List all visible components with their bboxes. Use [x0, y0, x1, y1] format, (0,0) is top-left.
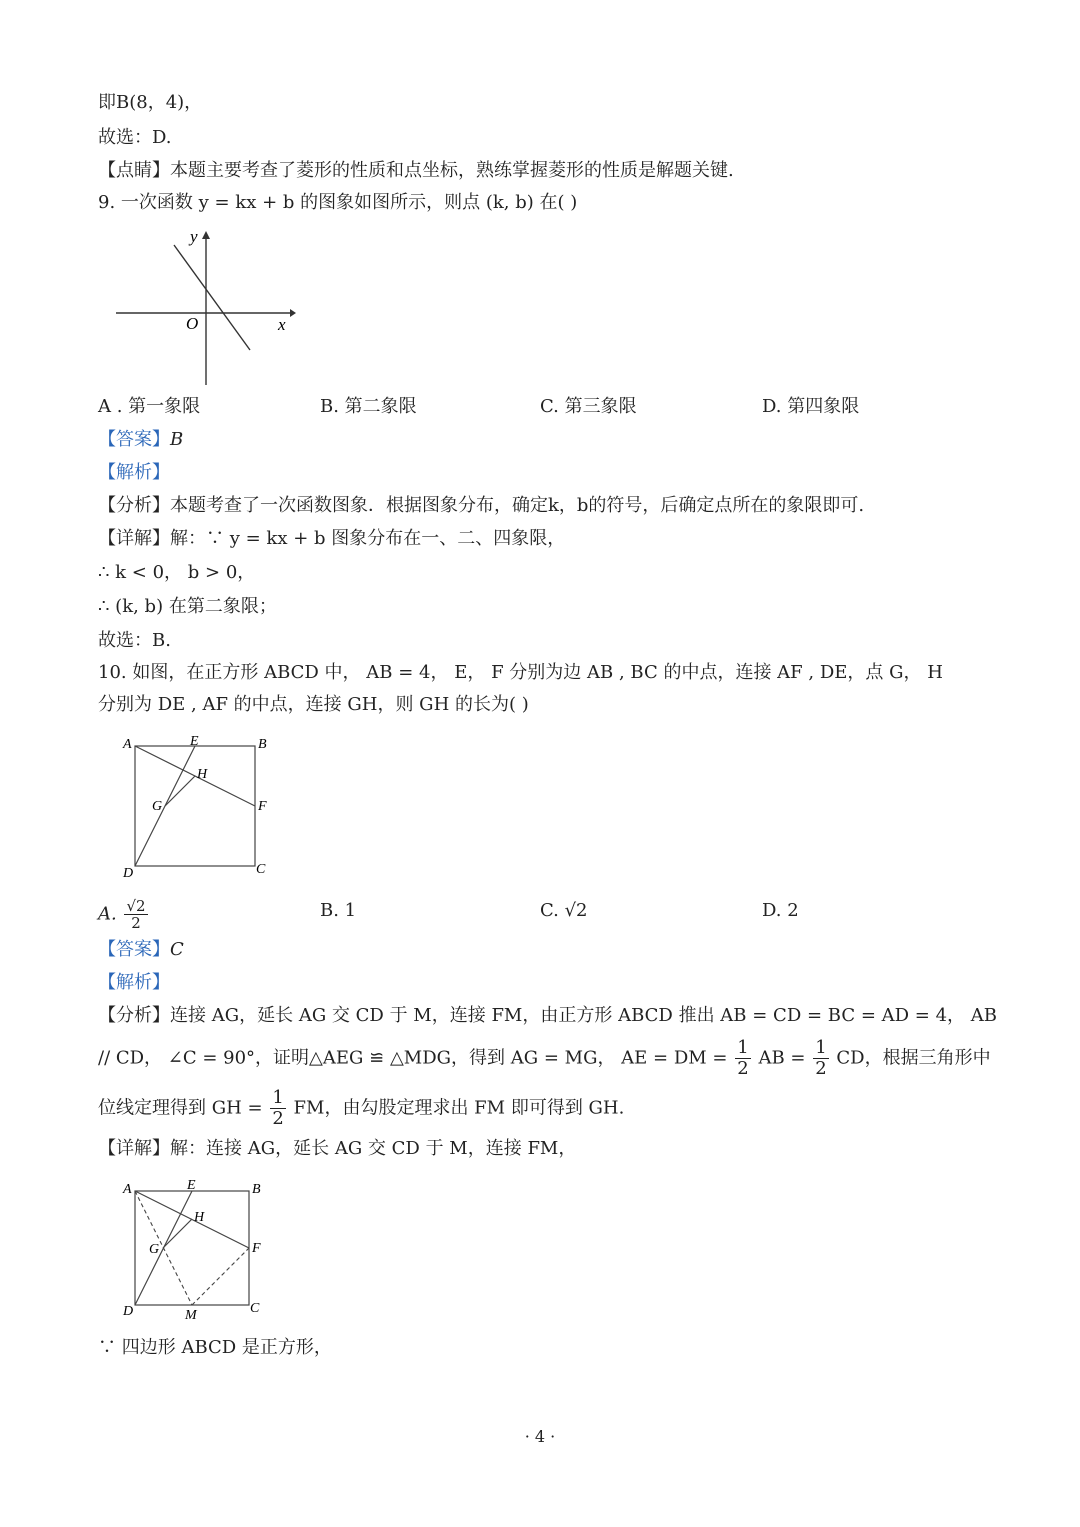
- label-g: G: [152, 799, 163, 814]
- q9-graph: [110, 225, 300, 390]
- q9-fenxi: [98, 493, 864, 519]
- q10-option-d: D. 2: [762, 900, 799, 921]
- line-choice-d: 故选：D.: [98, 127, 172, 148]
- xiangjie-text: 解：∵ y = kx + b 图象分布在一、二、四象限，: [170, 528, 566, 549]
- fenxi-tag: 【分析】: [98, 495, 170, 516]
- q9-option-a: A . 第一象限: [98, 396, 201, 417]
- q10-last-line: ∵ 四边形 ABCD 是正方形，: [98, 1337, 332, 1358]
- q10-xiangjie: [98, 1136, 576, 1162]
- sol-label-e: E: [187, 1178, 196, 1193]
- q10-fenxi-tag: 【分析】: [98, 1005, 170, 1026]
- q9-xiangjie: [98, 526, 565, 552]
- origin-label: O: [186, 314, 199, 333]
- sol-label-c: C: [250, 1301, 260, 1316]
- q10-analysis-tag: 【解析】: [98, 972, 170, 993]
- label-e: E: [190, 734, 199, 749]
- question-10-line-1: 10. 如图，在正方形 ABCD 中， AB = 4， E， F 分别为边 AB , BC 的中点，连接 AF , DE，点 G， H: [98, 662, 943, 683]
- q10-answer: [98, 937, 184, 963]
- fraction-one-half-3: [270, 1088, 285, 1129]
- q10-solution-figure: [115, 1175, 285, 1325]
- q9-analysis-tag: 【解析】: [98, 462, 170, 483]
- option-a-num: √2: [126, 897, 146, 915]
- q9-option-d: D. 第四象限: [762, 396, 860, 417]
- sol-label-d: D: [123, 1304, 134, 1319]
- q10-fenxi-text-2b: AB =: [758, 1047, 806, 1069]
- label-d: D: [123, 866, 134, 880]
- q9-step-1: ∴ k < 0， b > 0，: [98, 562, 256, 583]
- fraction-one-half-1: [735, 1038, 750, 1079]
- q10-fenxi-line-3: [98, 1088, 624, 1129]
- q10-fenxi-line-2: [98, 1038, 991, 1079]
- y-axis-label: y: [190, 227, 198, 246]
- label-h: H: [197, 767, 208, 782]
- label-b: B: [258, 737, 267, 752]
- option-a-prefix: A.: [98, 903, 117, 925]
- q9-step-2: ∴ (k, b) 在第二象限；: [98, 596, 277, 617]
- q10-xiangjie-text: 解：连接 AG，延长 AG 交 CD 于 M，连接 FM，: [170, 1138, 577, 1159]
- line-dianjing: [98, 158, 734, 184]
- dianjing-text: 本题主要考查了菱形的性质和点坐标，熟练掌握菱形的性质是解题关键.: [170, 160, 734, 181]
- q9-line: [174, 245, 250, 350]
- frac3-num: 1: [272, 1087, 284, 1108]
- option-a-den: 2: [131, 914, 141, 932]
- q10-answer-value: C: [170, 939, 184, 960]
- q9-answer: [98, 427, 183, 453]
- q10-option-b: B. 1: [320, 900, 357, 921]
- question-10-line-2: 分别为 DE , AF 的中点，连接 GH，则 GH 的长为( ): [98, 694, 529, 715]
- q10-fenxi-text-2c: CD，根据三角形中: [836, 1047, 991, 1069]
- frac1-num: 1: [737, 1037, 749, 1058]
- q10-figure: [115, 730, 285, 880]
- fenxi-text: 本题考查了一次函数图象．根据图象分布，确定k，b的符号，后确定点所在的象限即可.: [170, 495, 865, 516]
- sol-label-a: A: [123, 1182, 132, 1197]
- xiangjie-tag: 【详解】: [98, 528, 170, 549]
- q9-step-3: 故选：B.: [98, 630, 171, 651]
- q10-fenxi-text-1: 连接 AG，延长 AG 交 CD 于 M，连接 FM，由正方形 ABCD 推出 AB = CD = BC = AD = 4， AB: [170, 1005, 997, 1026]
- x-axis-label: x: [278, 315, 286, 334]
- option-a-fraction: [124, 898, 147, 931]
- fraction-one-half-2: [813, 1038, 828, 1079]
- answer-tag: 【答案】: [98, 429, 170, 450]
- q10-fenxi-text-3a: 位线定理得到 GH =: [98, 1097, 263, 1119]
- frac2-den: 2: [815, 1058, 827, 1079]
- q10-fenxi-line-1: [98, 1003, 997, 1029]
- q10-fenxi-text-2a: // CD， ∠C = 90°，证明△AEG ≌ △MDG，得到 AG = MG， AE = DM =: [98, 1047, 728, 1069]
- q10-option-a: [98, 898, 150, 931]
- q10-xiangjie-tag: 【详解】: [98, 1138, 170, 1159]
- label-f: F: [258, 799, 267, 814]
- sol-label-h: H: [194, 1210, 205, 1225]
- sol-label-f: F: [252, 1241, 261, 1256]
- q10-fenxi-text-3b: FM，由勾股定理求出 FM 即可得到 GH.: [293, 1097, 625, 1119]
- frac1-den: 2: [737, 1058, 749, 1079]
- question-9: 9. 一次函数 y = kx + b 的图象如图所示，则点 (k, b) 在( ): [98, 192, 578, 213]
- sol-label-g: G: [149, 1242, 160, 1257]
- frac3-den: 2: [272, 1108, 284, 1129]
- q10-option-c: C. √2: [540, 900, 588, 921]
- q9-option-b: B. 第二象限: [320, 396, 417, 417]
- dianjing-tag: 【点睛】: [98, 160, 170, 181]
- page-number: · 4 ·: [524, 1427, 556, 1446]
- frac2-num: 1: [815, 1037, 827, 1058]
- sol-label-m: M: [185, 1308, 197, 1323]
- q10-answer-tag: 【答案】: [98, 939, 170, 960]
- sol-label-b: B: [252, 1182, 261, 1197]
- answer-value: B: [170, 429, 184, 450]
- line-b-point: 即B(8，4)，: [98, 92, 203, 113]
- q9-option-c: C. 第三象限: [540, 396, 637, 417]
- label-c: C: [256, 862, 266, 877]
- label-a: A: [123, 737, 132, 752]
